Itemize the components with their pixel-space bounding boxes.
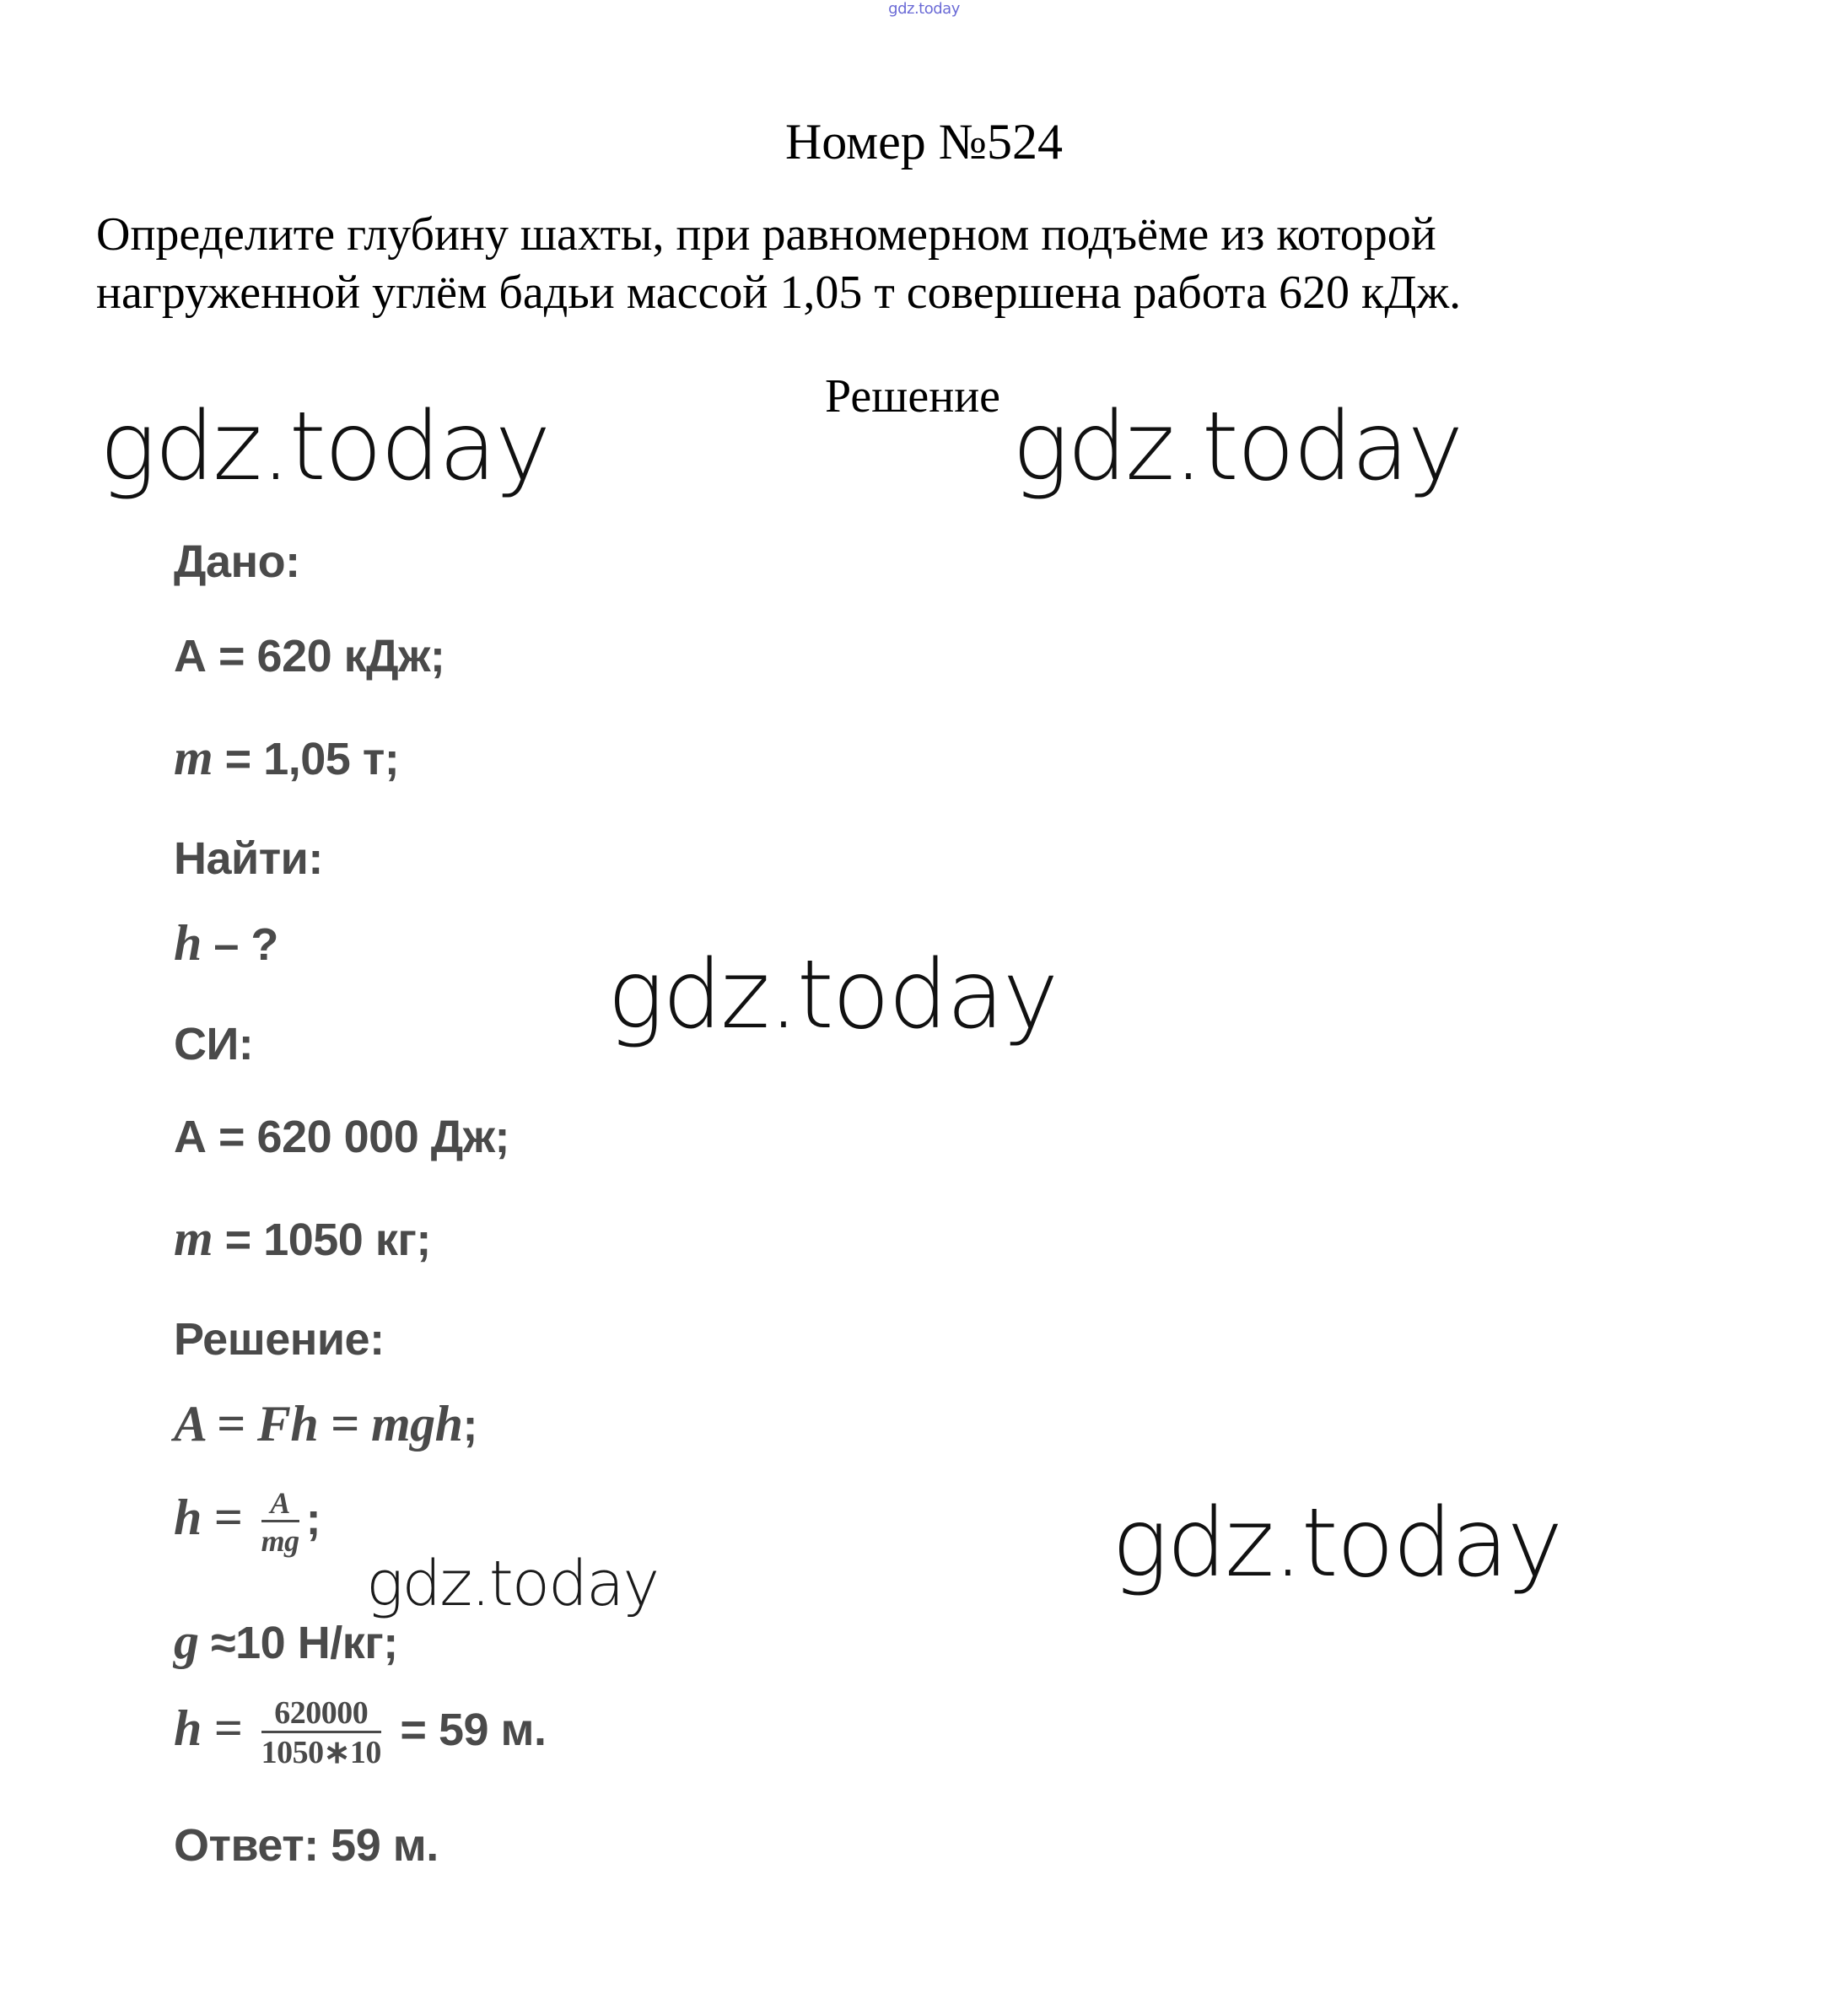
find-label: Найти: — [174, 833, 323, 884]
watermark: gdz.today — [1012, 392, 1463, 502]
formula-height-end: ; — [305, 1493, 321, 1544]
given-label: Дано: — [174, 536, 300, 587]
watermark: gdz.today — [366, 1548, 659, 1620]
mass-variable: m — [174, 1210, 213, 1266]
fraction-numerator: A — [261, 1488, 299, 1522]
solution-label: Решение: — [174, 1314, 385, 1365]
formula-height-lhs: h = — [174, 1489, 255, 1545]
si-label: СИ: — [174, 1019, 254, 1069]
find-value — [174, 916, 278, 972]
problem-line-1: Определите глубину шахты, при равномерном подъёме из которой — [96, 208, 1436, 261]
calculation — [174, 1697, 546, 1769]
watermark: gdz.today — [1112, 1489, 1562, 1598]
given-work: А = 620 кДж; — [174, 631, 445, 681]
calculation-lhs: h = — [174, 1699, 255, 1756]
height-variable: h — [174, 915, 202, 971]
formula-height — [174, 1488, 321, 1556]
page-title: Номер №524 — [784, 114, 1064, 170]
formula-work-expression: A = Fh = mgh — [174, 1396, 463, 1452]
given-mass — [174, 730, 399, 786]
fraction — [261, 1488, 299, 1556]
fraction — [261, 1697, 381, 1769]
si-work: А = 620 000 Дж; — [174, 1112, 509, 1162]
solution-heading: Решение — [825, 370, 1001, 423]
problem-line-2: нагруженной углём бадьи массой 1,05 т совершена работа 620 кДж. — [96, 267, 1462, 319]
watermark: gdz.today — [100, 392, 550, 502]
watermark: gdz.today — [607, 940, 1058, 1050]
si-mass — [174, 1211, 431, 1267]
gravity-variable: g — [174, 1613, 199, 1669]
calculation-result: = 59 м. — [387, 1704, 547, 1755]
gravity-rest: ≈10 Н/кг; — [198, 1618, 398, 1668]
fraction-denominator: mg — [261, 1524, 299, 1558]
find-rest: – ? — [201, 919, 278, 970]
fraction-denominator: 1050∗10 — [261, 1735, 381, 1770]
mass-variable: m — [174, 730, 213, 785]
problem-statement — [96, 206, 1461, 322]
top-watermark: gdz.today — [888, 0, 960, 18]
si-mass-value: = 1050 кг; — [213, 1215, 431, 1265]
fraction-numerator: 620000 — [261, 1697, 381, 1733]
gravity-value — [174, 1614, 398, 1670]
answer: Ответ: 59 м. — [174, 1820, 439, 1871]
given-mass-value: = 1,05 т; — [213, 734, 400, 784]
formula-work — [174, 1397, 477, 1452]
formula-work-end: ; — [462, 1400, 477, 1451]
